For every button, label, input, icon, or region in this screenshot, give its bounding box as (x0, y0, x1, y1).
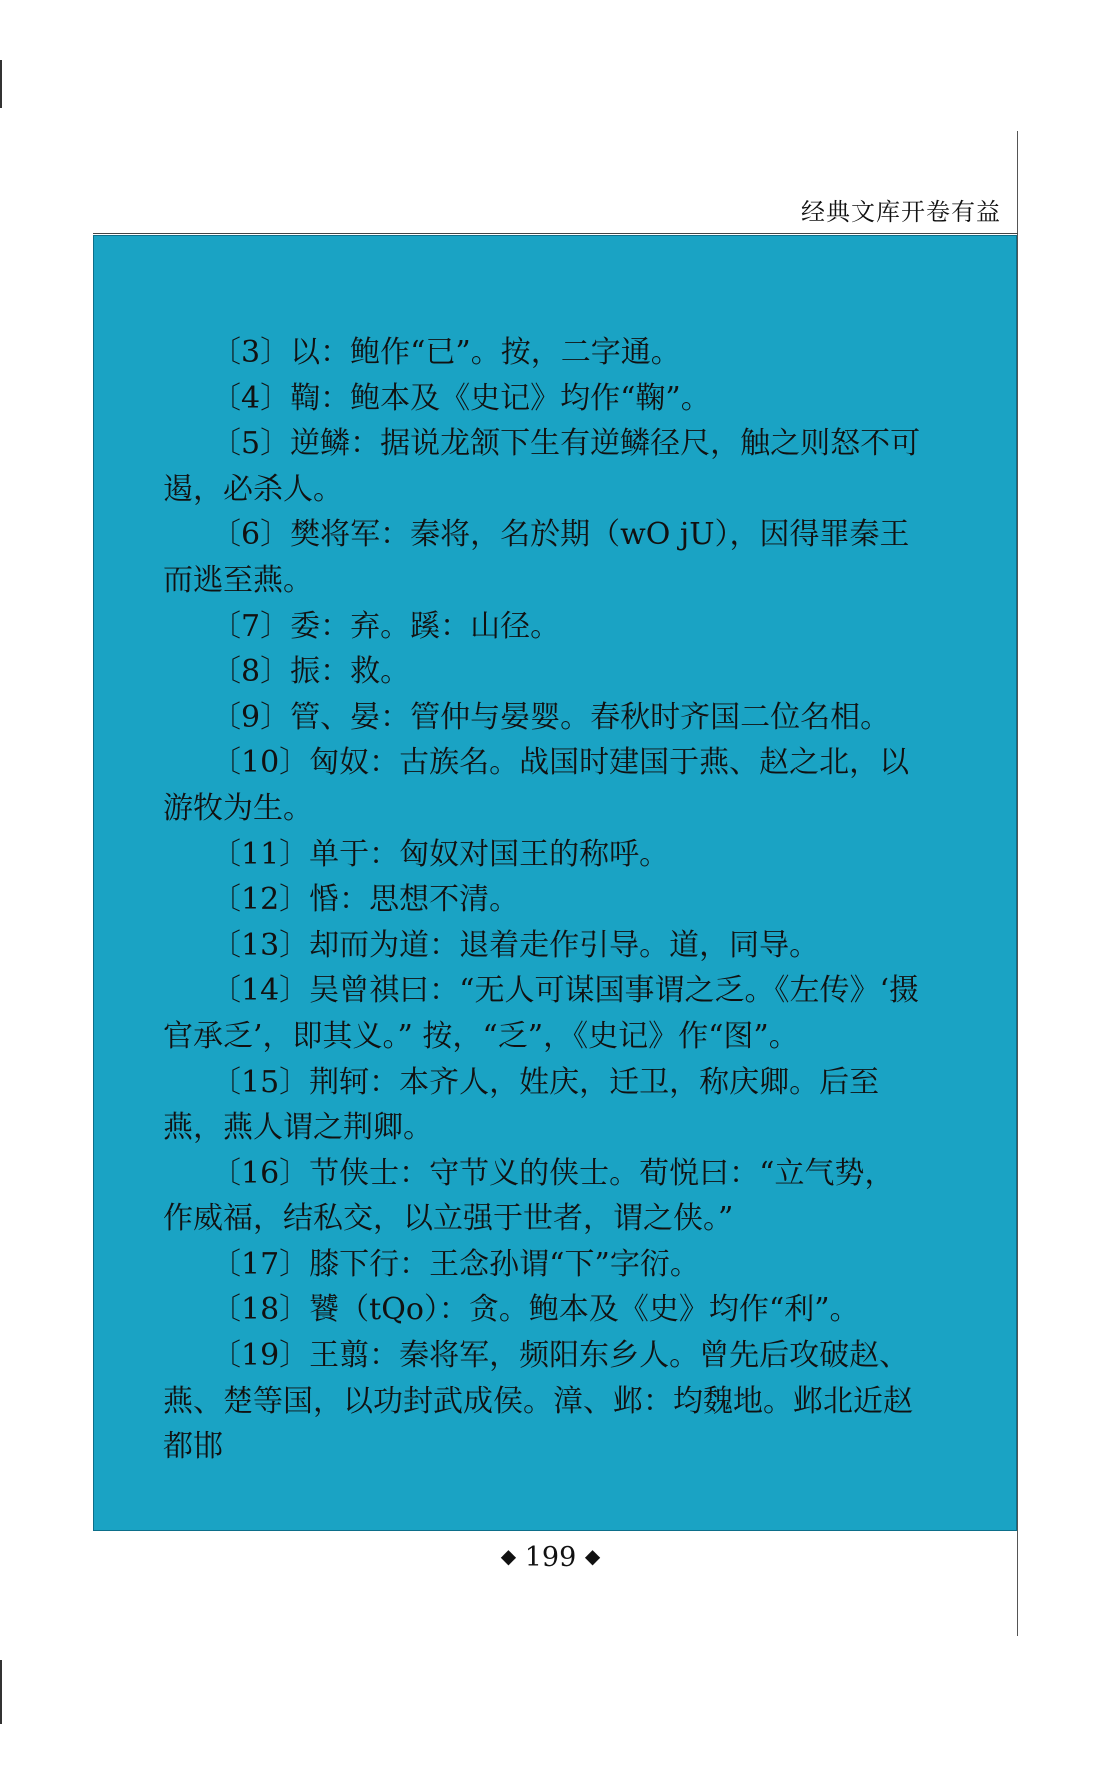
note-13: 〔13〕却而为道：退着走作引导。道，同导。 (211, 927, 820, 963)
diamond-left-icon: ◆ (500, 1544, 517, 1568)
note-15: 〔15〕荆轲：本齐人，姓庆，迁卫，称庆卿。后至燕，燕人谓之荆卿。 (163, 1064, 880, 1146)
crop-mark-bottom (0, 1660, 2, 1724)
page-number: 199 (524, 1542, 577, 1573)
note-11: 〔11〕单于：匈奴对国王的称呼。 (211, 836, 670, 872)
note-17: 〔17〕膝下行：王念孙谓“下”字衍。 (211, 1246, 700, 1282)
crop-mark-top (0, 60, 2, 108)
page-footer (0, 1542, 1101, 1573)
note-14: 〔14〕吴曾祺曰：“无人可谋国事谓之乏。《左传》‘摄官承乏’，即其义。” 按，“乏”，《史记》作“图”。 (163, 973, 920, 1054)
note-8: 〔8〕振：救。 (211, 654, 411, 690)
note-3: 〔3〕以：鲍作“已”。按，二字通。 (211, 335, 681, 370)
note-9: 〔9〕管、晏：管仲与晏婴。春秋时齐国二位名相。 (211, 699, 891, 735)
diamond-right-icon: ◆ (584, 1544, 601, 1568)
notes-list (163, 330, 923, 1470)
note-10: 〔10〕匈奴：古族名。战国时建国于燕、赵之北，以游牧为生。 (163, 745, 910, 826)
note-5: 〔5〕逆鳞：据说龙颔下生有逆鳞径尺，触之则怒不可遏，必杀人。 (163, 426, 921, 507)
note-4: 〔4〕鞫：鲍本及《史记》均作“鞠”。 (211, 380, 711, 416)
header-rule (93, 233, 1018, 234)
margin-rule (1017, 131, 1018, 1636)
note-18: 〔18〕饕（tQo）：贪。鲍本及《史》均作“利”。 (211, 1292, 860, 1328)
note-16: 〔16〕节侠士：守节义的侠士。荀悦曰：“立气势，作威福，结私交，以立强于世者，谓之侠。” (163, 1155, 895, 1237)
note-6: 〔6〕樊将军：秦将，名於期（wO jU），因得罪秦王而逃至燕。 (163, 517, 910, 598)
note-12: 〔12〕惛：思想不清。 (211, 882, 520, 918)
running-header: 经典文库开卷有益 (801, 198, 1001, 226)
note-7: 〔7〕委：弃。蹊：山径。 (211, 608, 561, 644)
note-19: 〔19〕王翦：秦将军，频阳东乡人。曾先后攻破赵、燕、楚等国，以功封武成侯。漳、邺：均魏地。邺北近赵都邯 (163, 1338, 913, 1465)
